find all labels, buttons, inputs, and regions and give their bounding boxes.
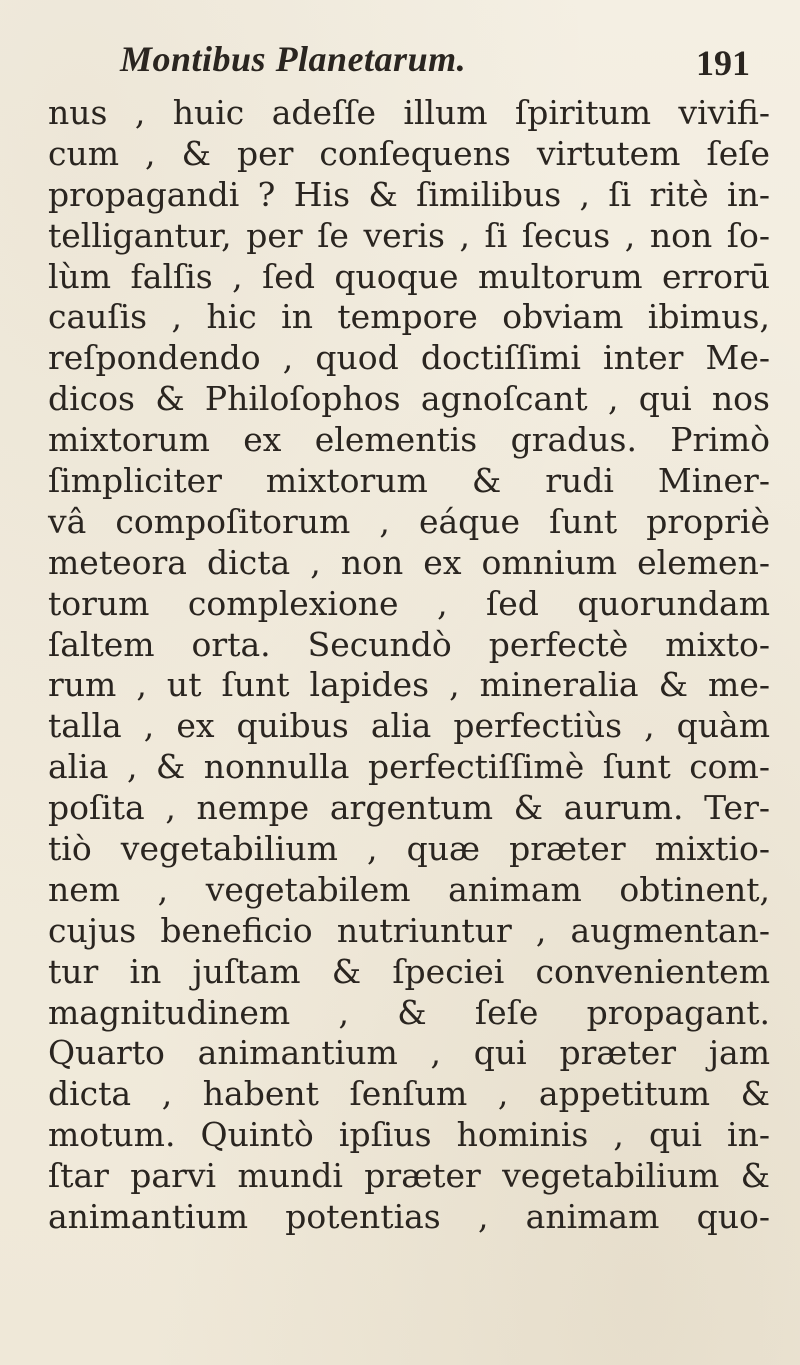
running-head-title: Montibus Planetarum. (120, 39, 467, 79)
text-line: nem , vegetabilem animam obtinent, (48, 869, 770, 909)
text-line: alia , & nonnulla perfectiſſimè ſunt com- (48, 747, 770, 787)
text-line: cujus beneficio nutriuntur , augmentan- (48, 910, 770, 950)
text-line: telligantur, per ſe veris , ſi ſecus , non ſo- (48, 215, 770, 255)
text-line: ſimpliciter mixtorum & rudi Miner- (48, 461, 770, 501)
text-line: tur in juſtam & ſpeciei convenientem (48, 951, 770, 991)
body-text (48, 93, 770, 1238)
text-line: vâ compoſitorum , eáque ſunt propriè (48, 501, 770, 541)
text-line: Quarto animantium , qui præter jam (48, 1033, 770, 1073)
text-line: poſita , nempe argentum & aurum. Ter- (48, 788, 770, 828)
text-line: cum , & per conſequens virtutem ſeſe (48, 133, 770, 173)
text-line: mixtorum ex elementis gradus. Primò (48, 420, 770, 460)
text-line: nus , huic adeſſe illum ſpiritum vivifi- (48, 93, 770, 132)
text-line: meteora dicta , non ex omnium elemen- (48, 542, 770, 582)
text-line: ſtar parvi mundi præter vegetabilium & (48, 1156, 770, 1196)
running-head (110, 38, 680, 86)
text-line: tiò vegetabilium , quæ præter mixtio- (48, 829, 770, 869)
text-line: animantium potentias , animam quo- (48, 1197, 770, 1237)
text-line: talla , ex quibus alia perfectiùs , quàm (48, 706, 770, 746)
text-line: reſpondendo , quod doctiſſimi inter Me- (48, 338, 770, 378)
text-line: dicta , habent ſenſum , appetitum & (48, 1074, 770, 1114)
text-line: cauſis , hic in tempore obviam ibimus, (48, 297, 770, 337)
page-number: 191 (696, 43, 750, 83)
text-line: dicos & Philoſophos agnoſcant , qui nos (48, 379, 770, 419)
text-line: torum complexione , ſed quorundam (48, 583, 770, 623)
text-line: motum. Quintò ipſius hominis , qui in- (48, 1115, 770, 1155)
text-line: propagandi ? His & ſimilibus , ſi ritè in- (48, 174, 770, 214)
text-line: magnitudinem , & ſeſe propagant. (48, 992, 770, 1032)
text-line: rum , ut ſunt lapides , mineralia & me- (48, 665, 770, 705)
text-line: lùm falſis , ſed quoque multorum errorū (48, 256, 770, 296)
text-line: ſaltem orta. Secundò perfectè mixto- (48, 624, 770, 664)
